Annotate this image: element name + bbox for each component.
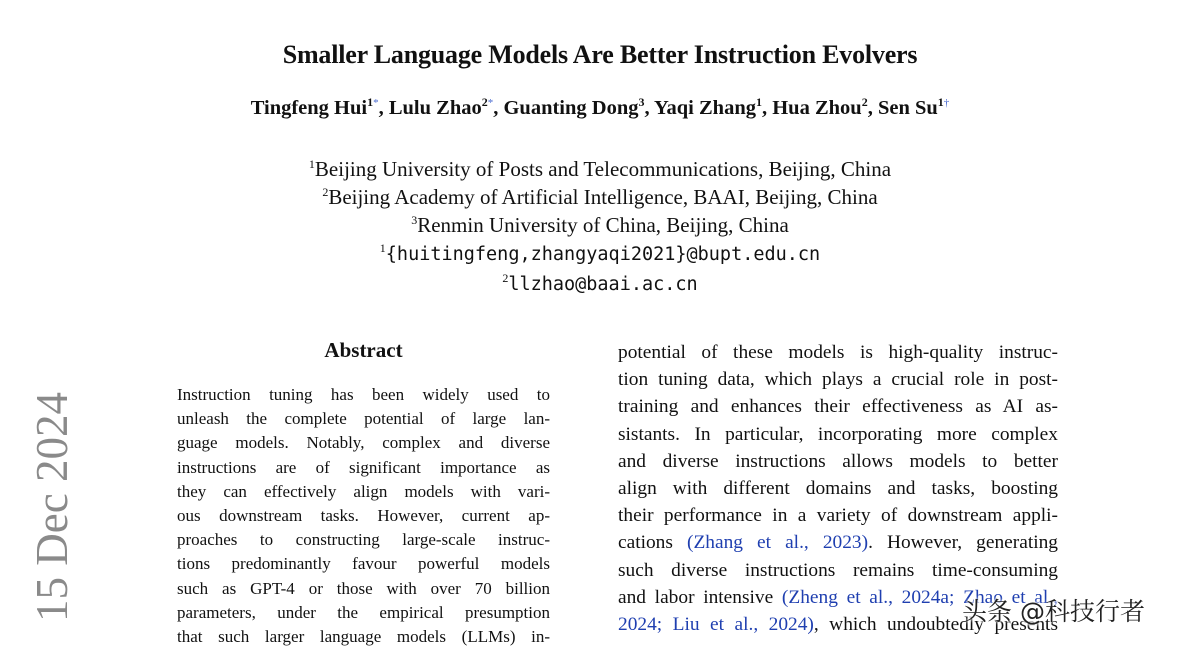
intro-text: such diverse instructions remains time-consuming	[618, 559, 1058, 581]
abstract-line: guage models. Notably, complex and diverse	[177, 433, 550, 453]
author-name: Hua Zhou	[772, 97, 862, 119]
intro-text: and labor intensive	[618, 586, 782, 608]
watermark: 头条 @科技行者	[962, 597, 1145, 626]
intro-text: , which undoubtedly presents	[813, 614, 1058, 636]
affiliation-number: 2	[481, 95, 488, 109]
author-note-mark: †	[943, 97, 950, 109]
intro-line	[618, 475, 1058, 502]
citation-link[interactable]: (Zhang et al., 2023)	[686, 532, 869, 554]
abstract-line: instructions are of significant importance as	[177, 457, 550, 477]
intro-line	[618, 339, 1058, 366]
affiliation-text: Beijing University of Posts and Telecommunications, Beijing, China	[314, 157, 892, 181]
intro-text: training and enhances their effectiveness as AI as-	[618, 396, 1058, 418]
author	[772, 97, 867, 119]
abstract-heading: Abstract	[324, 338, 403, 362]
intro-line	[618, 502, 1058, 529]
author-name: Sen Su	[877, 97, 938, 119]
intro-text: their performance in a variety of downstream appli-	[618, 505, 1058, 527]
author	[251, 97, 379, 119]
affiliation-text: Renmin University of China, Beijing, China	[417, 213, 789, 237]
affiliation-line	[0, 211, 1200, 239]
abstract-line: such as GPT-4 or those with over 70 billion	[177, 578, 550, 598]
affiliation-number: 2	[502, 271, 509, 285]
arxiv-date-stamp: 15 Dec 2024	[27, 392, 77, 622]
affiliation-number: 1	[937, 95, 944, 109]
affiliation-number: 2	[861, 95, 868, 109]
affiliation-list	[0, 155, 1200, 299]
abstract-line: proaches to constructing large-scale instruc-	[177, 530, 550, 550]
abstract-line: that such larger language models (LLMs) in-	[177, 627, 550, 647]
affiliation-number: 2	[322, 185, 329, 199]
affiliation-number: 1	[308, 157, 315, 171]
abstract-line: they can effectively align models with vari-	[177, 481, 550, 501]
author-affiliation-mark	[367, 95, 379, 109]
intro-text: and diverse instructions allows models to better	[618, 450, 1058, 472]
intro-text: tion tuning data, which plays a crucial role in post-	[618, 369, 1058, 391]
intro-text: sistants. In particular, incorporating more complex	[618, 423, 1058, 445]
abstract-body	[177, 383, 550, 648]
author-list: Tingfeng Hui$^{1*}$, Lulu Zhao$^{2*}$, Guanting Dong$^3$, Yaqi Zhang$^1$, Hua Zhou$^2$, Sen $Su^{1\dagger}$	[250, 95, 950, 119]
paper-title: Smaller Language Models Are Better Instruction Evolvers	[282, 40, 918, 69]
affiliation-number: 3	[638, 95, 645, 109]
author-affiliation-mark	[482, 95, 494, 109]
intro-text: cations	[618, 532, 687, 554]
abstract-line: ous downstream tasks. However, current ap-	[177, 506, 550, 526]
author-affiliation-mark	[862, 95, 868, 109]
citation-link[interactable]: 2024; Liu et al., 2024)	[618, 614, 814, 636]
author-note-mark: *	[373, 97, 379, 109]
affiliation-number: 1	[755, 95, 762, 109]
affiliation-number: 3	[411, 213, 418, 227]
abstract-line: tions predominantly favour powerful models	[177, 554, 550, 574]
intro-line	[618, 366, 1058, 393]
author-name: Lulu Zhao	[388, 97, 482, 119]
email-line	[0, 239, 1200, 269]
author-affiliation-mark	[639, 95, 645, 109]
author	[654, 97, 762, 119]
abstract-line: unleash the complete potential of large lan-	[177, 409, 550, 429]
intro-text: . However, generating	[868, 532, 1058, 554]
intro-text: potential of these models is high-quality instruc-	[618, 342, 1058, 363]
author-name: Tingfeng Hui	[250, 97, 368, 119]
email-line	[0, 269, 1200, 299]
intro-line	[618, 448, 1058, 475]
citation-link[interactable]: (Zheng et al., 2024a; Zhao et al.,	[781, 586, 1058, 608]
intro-line	[618, 529, 1058, 556]
intro-line	[618, 557, 1058, 584]
affiliation-line	[0, 155, 1200, 183]
affiliation-number: 1	[367, 95, 374, 109]
email-address: llzhao@baai.ac.cn	[508, 274, 698, 295]
author	[503, 97, 644, 119]
abstract-line: Instruction tuning has been widely used to	[177, 385, 550, 404]
abstract-line: parameters, under the empirical presumption	[177, 602, 550, 622]
author-name: Yaqi Zhang	[654, 97, 756, 119]
affiliation-number: 1	[379, 241, 386, 255]
author	[878, 97, 949, 119]
email-address: {huitingfeng,zhangyaqi2021}@bupt.edu.cn	[385, 244, 821, 265]
author	[389, 97, 493, 119]
author-name: Guanting Dong	[503, 97, 639, 119]
author-note-mark: *	[487, 97, 494, 109]
author-affiliation-mark	[756, 95, 762, 109]
affiliation-text: Beijing Academy of Artificial Intelligence, BAAI, Beijing, China	[328, 185, 878, 209]
intro-line	[618, 393, 1058, 420]
author-affiliation-mark	[938, 95, 950, 109]
intro-line	[618, 421, 1058, 448]
intro-text: align with different domains and tasks, boosting	[618, 478, 1058, 500]
affiliation-line	[0, 183, 1200, 211]
